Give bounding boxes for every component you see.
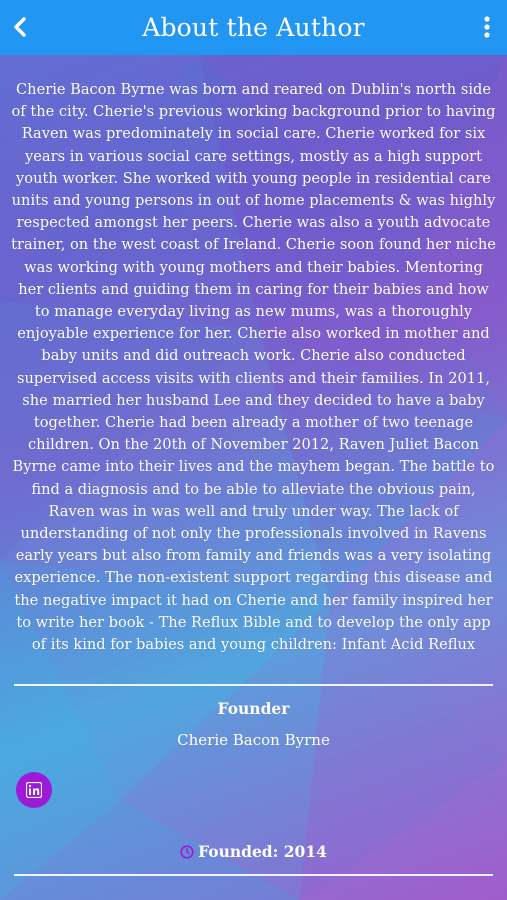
author-bio: Cherie Bacon Byrne was born and reared on Dublin's north side of the city. Cherie's previous working background prior to having Raven was predominately in social care. Cherie worked for six years in various social care settings, mostly as a high support youth worker. She worked with young people in residential care units and young persons in out of home placements & was highly respected amongst her peers. Cherie was also a youth advocate trainer, on the west coast of Ireland. Cherie soon found her niche was working with young mothers and their babies. Mentoring her clients and guiding them in caring for their babies and how to manage everyday living as new mums, was a thoroughly enjoyable experience for her. Cherie also worked in mother and baby units and did outreach work. Cherie also conducted supervised access visits with clients and their families. In 2011, she married her husband Lee and they decided to have a baby together. Cherie had been already a mother of two teenage children. On the 20th of November 2012, Raven Juliet Bacon Byrne came into their lives and the mayhem began. The battle to find a diagnosis and to be able to alleviate the obvious pain, Raven was in was well and truly under way. The lack of understanding of not only the professionals involved in Ravens early years but also from family and friends was a very isolating experience. The non-existent support regarding this disease and the negative impact it had on Cherie and her family inspired her to write her book - The Reflux Bible and to develop the only app of its kind for babies and young children: Infant Acid Reflux [11, 81, 496, 654]
divider-top [14, 684, 493, 686]
about-content [0, 55, 507, 656]
clock-icon [180, 845, 194, 859]
back-arrow-icon [12, 16, 28, 38]
app-bar [0, 0, 507, 55]
back-button[interactable] [8, 12, 32, 42]
founder-label: Founder [217, 699, 290, 718]
more-options-button[interactable] [481, 12, 493, 42]
founded-info [0, 842, 507, 861]
page-title: About the Author [142, 13, 365, 42]
divider-bottom [14, 874, 493, 876]
founded-text: Founded: 2014 [198, 842, 327, 861]
linkedin-icon [26, 782, 42, 798]
founder-name: Cherie Bacon Byrne [177, 731, 330, 749]
more-vert-icon [484, 16, 490, 38]
linkedin-button[interactable] [16, 772, 52, 808]
